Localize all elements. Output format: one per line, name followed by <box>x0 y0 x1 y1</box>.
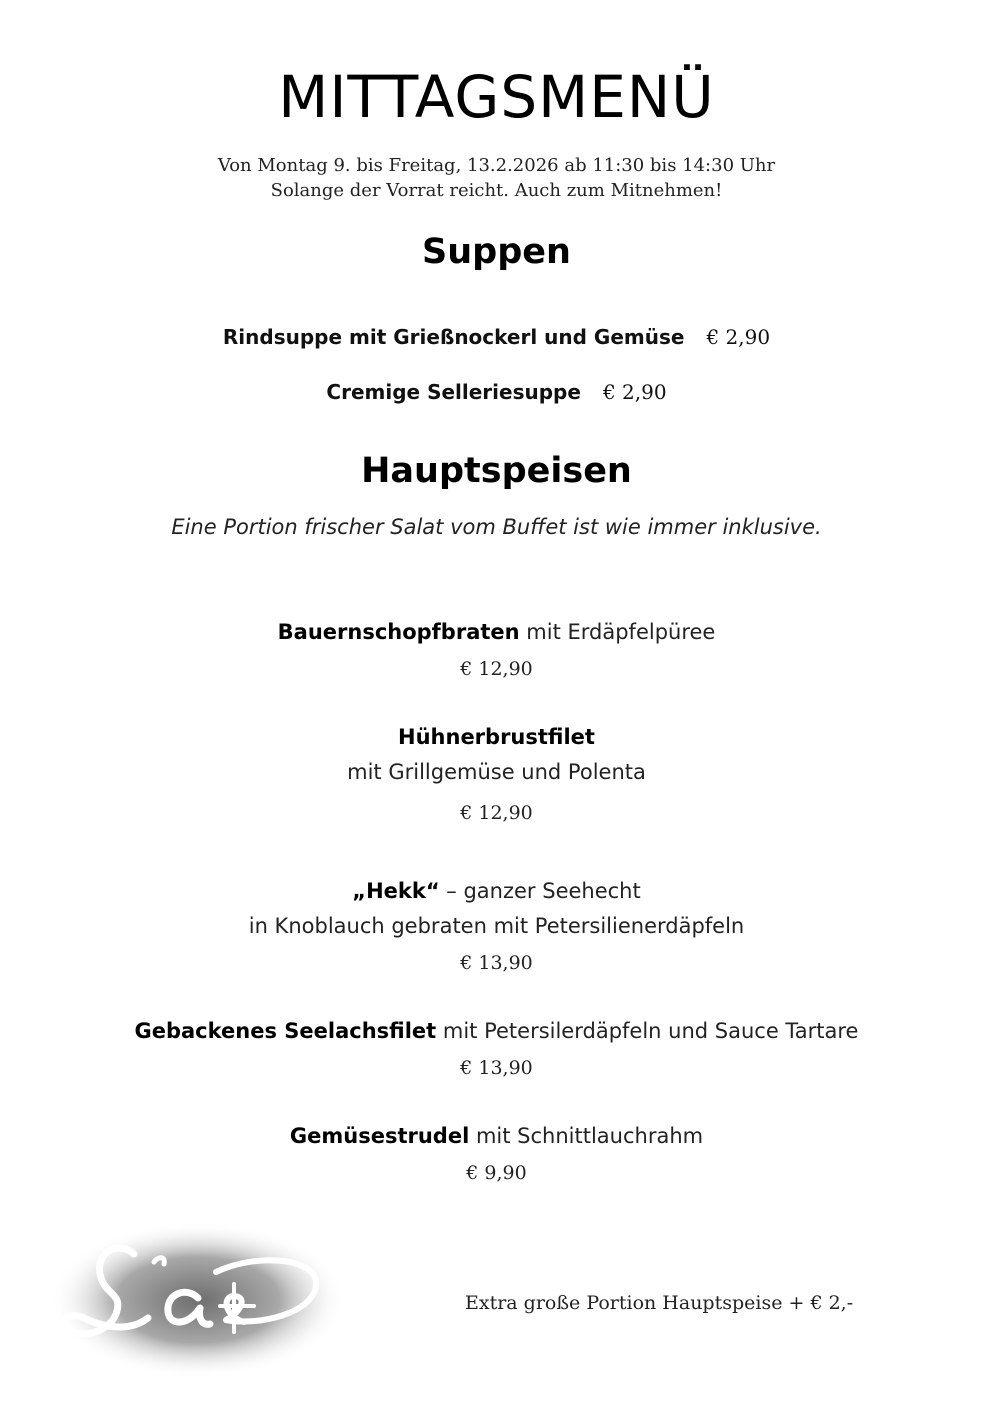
soup-price: € 2,90 <box>602 380 667 404</box>
dish-description: mit Schnittlauchrahm <box>469 1124 704 1148</box>
dish-item <box>0 723 993 751</box>
dish-name: „Hekk“ <box>352 879 440 903</box>
dish-name: Hühnerbrustfilet <box>398 725 595 749</box>
dish-price: € 13,90 <box>460 1057 533 1079</box>
dish-description: in Knoblauch gebraten mit Petersilienerdäpfeln <box>248 914 745 938</box>
dish-name: Gebackenes Seelachsfilet <box>134 1019 437 1043</box>
soup-price: € 2,90 <box>706 325 771 349</box>
extra-portion-note: Extra große Portion Hauptspeise + € 2,- <box>465 1292 854 1314</box>
section-heading-suppen: Suppen <box>422 232 571 272</box>
soup-name: Cremige Selleriesuppe <box>326 380 581 404</box>
salad-note: Eine Portion frischer Salat vom Buffet ist wie immer inklusive. <box>171 515 822 539</box>
soup-item <box>0 378 993 406</box>
dish-price: € 13,90 <box>460 952 533 974</box>
restaurant-logo <box>48 1222 348 1382</box>
dish-description: mit Petersilerdäpfeln und Sauce Tartare <box>436 1019 859 1043</box>
dish-item <box>0 877 993 905</box>
soup-item <box>0 323 993 351</box>
section-heading-hauptspeisen: Hauptspeisen <box>361 451 632 491</box>
dish-description: mit Grillgemüse und Polenta <box>347 760 646 784</box>
dish-item <box>0 618 993 646</box>
dish-name: Bauernschopfbraten <box>277 620 520 644</box>
menu-title: MITTAGSMENÜ <box>278 63 715 131</box>
dish-price: € 12,90 <box>460 802 533 824</box>
dish-name: Gemüsestrudel <box>289 1124 470 1148</box>
dish-price: € 12,90 <box>460 658 533 680</box>
dish-description: mit Erdäpfelpüree <box>519 620 716 644</box>
dish-description: – ganzer Seehecht <box>439 879 641 903</box>
date-line: Von Montag 9. bis Freitag, 13.2.2026 ab 11:30 bis 14:30 Uhr <box>217 155 776 176</box>
soup-name: Rindsuppe mit Grießnockerl und Gemüse <box>222 325 685 349</box>
info-line: Solange der Vorrat reicht. Auch zum Mitnehmen! <box>270 180 723 201</box>
dish-price: € 9,90 <box>466 1162 527 1184</box>
dish-item <box>0 1017 993 1045</box>
dish-item <box>0 1122 993 1150</box>
